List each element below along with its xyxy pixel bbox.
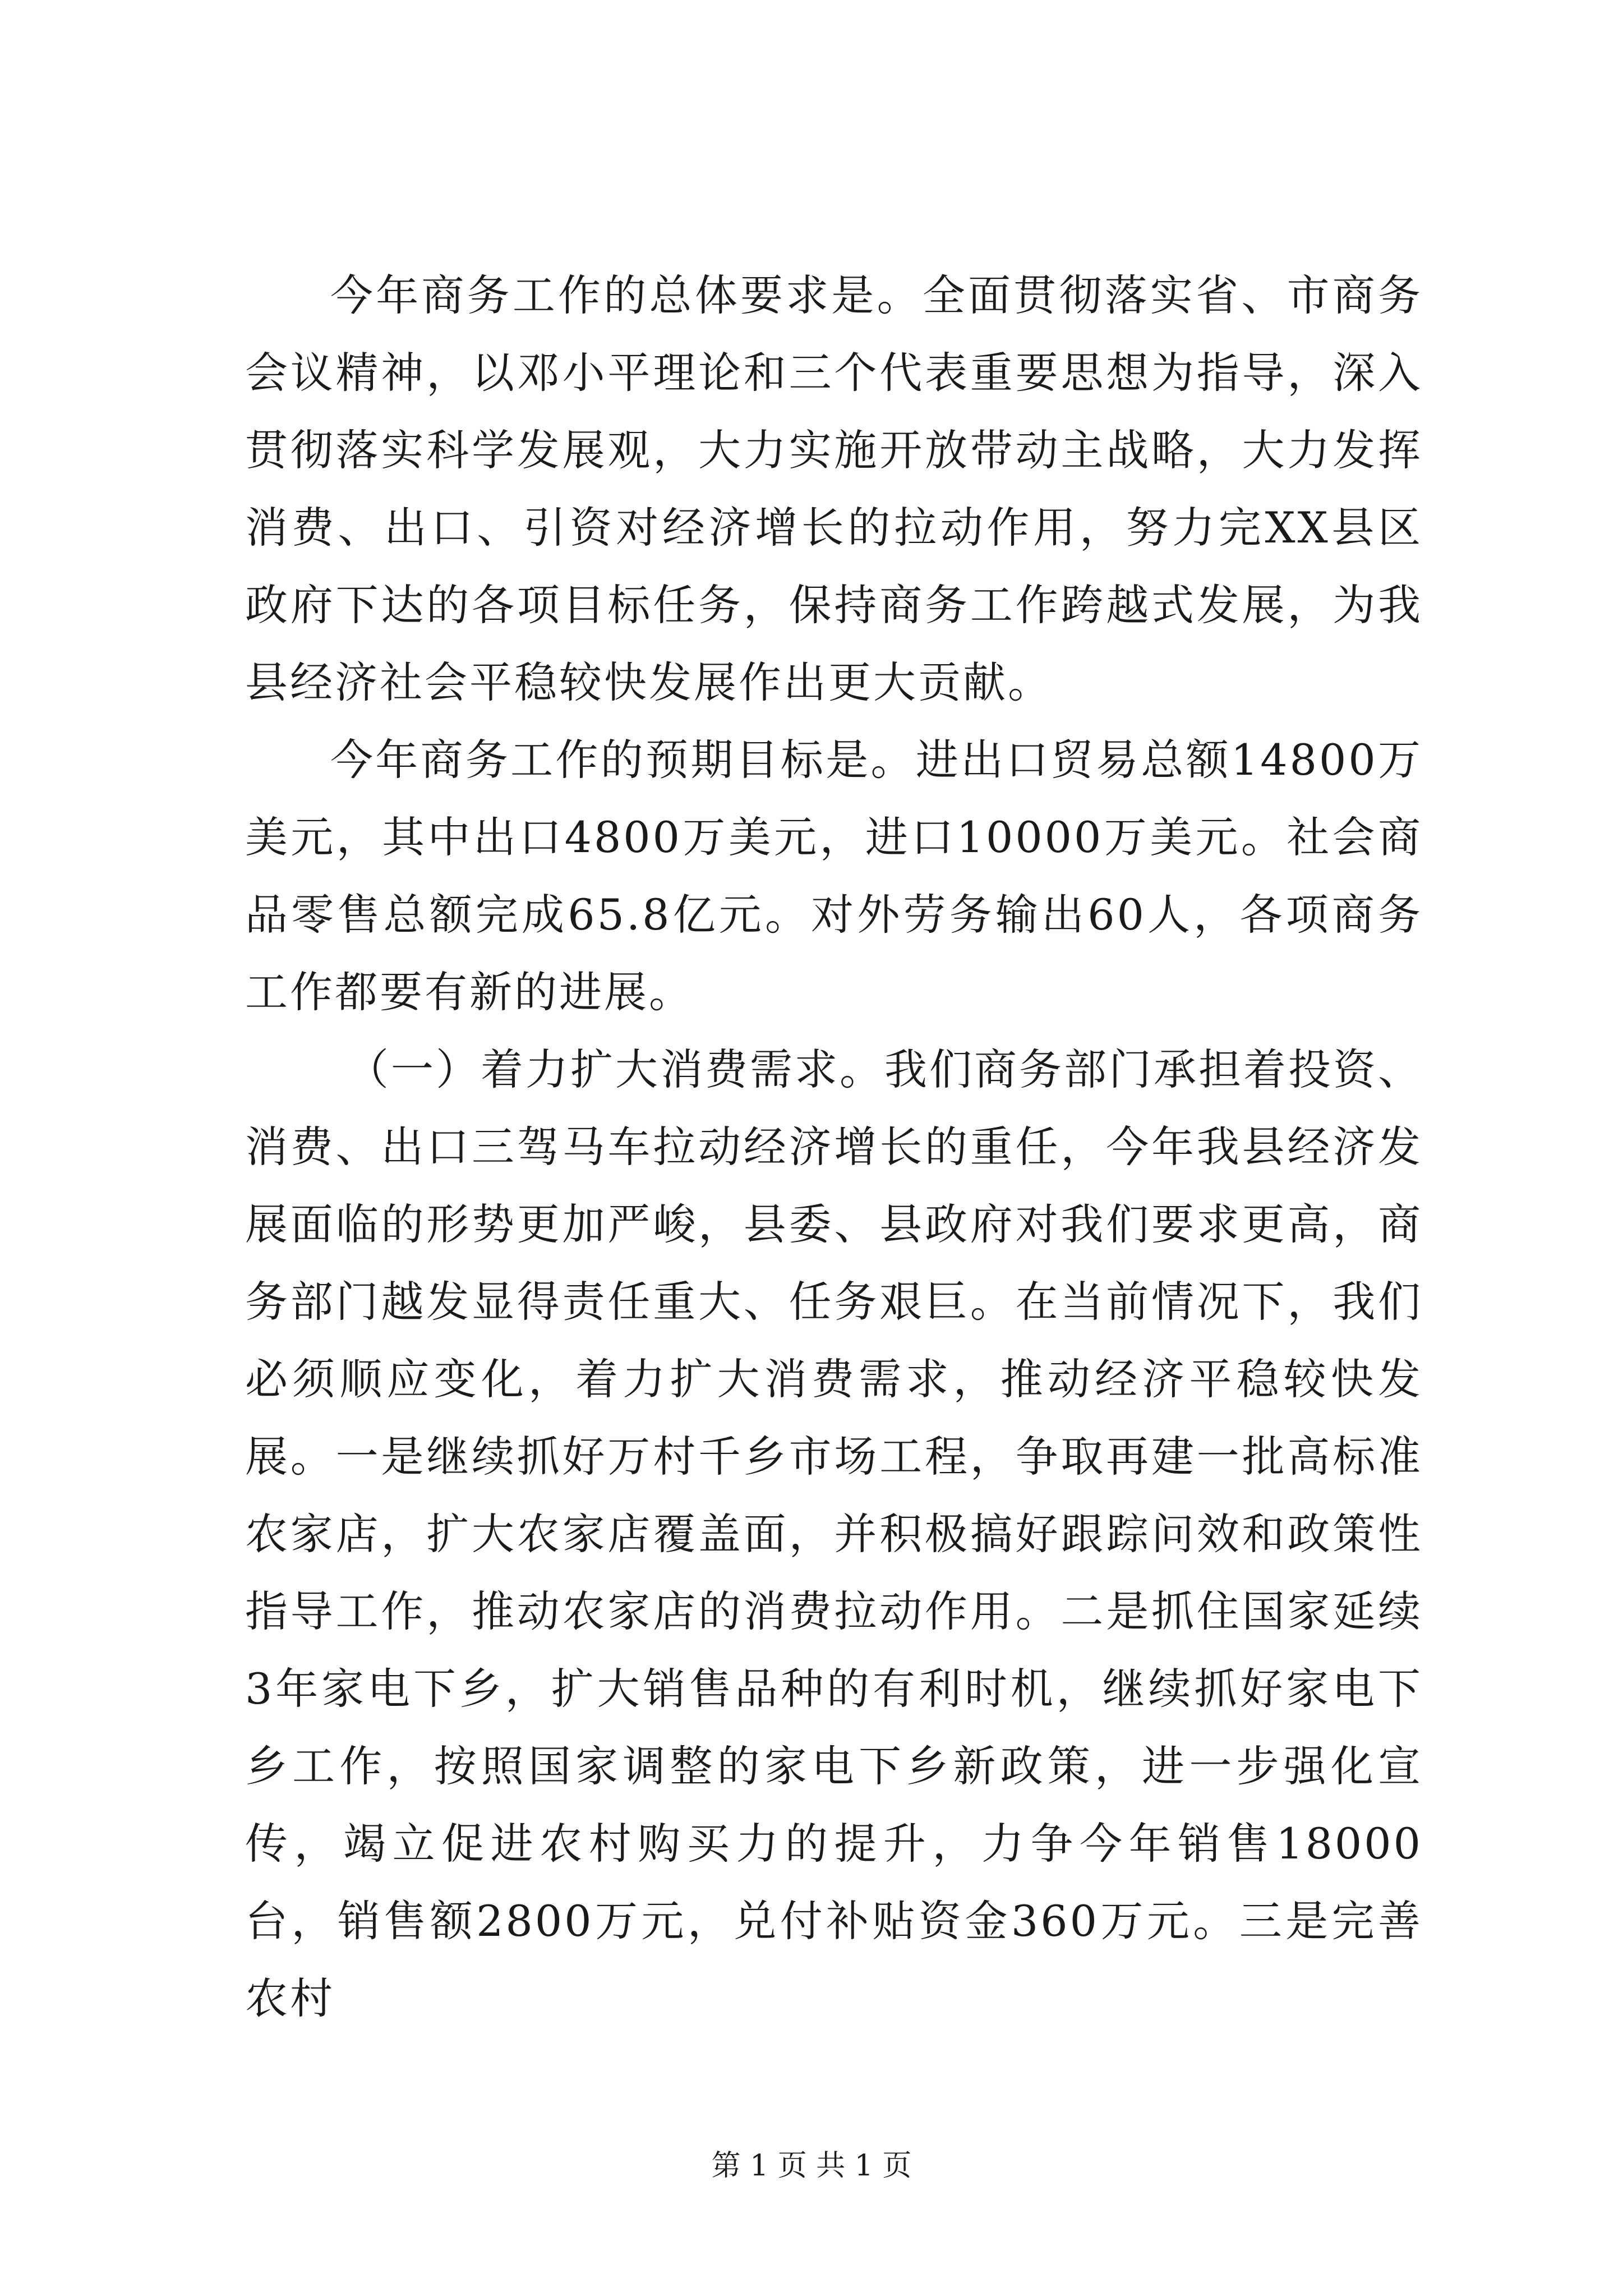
paragraph-expected-targets: 今年商务工作的预期目标是。进出口贸易总额14800万美元，其中出口4800万美元，进口10000万美元。社会商品零售总额完成65.8亿元。对外劳务输出60人，各项商务工作都要有新的进展。 (245, 735, 1423, 1017)
paragraph-overall-requirements: 今年商务工作的总体要求是。全面贯彻落实省、市商务会议精神，以邓小平理论和三个代表重要思想为指导，深入贯彻落实科学发展观，大力实施开放带动主战略，大力发挥消费、出口、引资对经济增长的拉动作用，努力完XX县区政府下达的各项目标任务，保持商务工作跨越式发展，为我县经济社会平稳较快发展作出更大贡献。 (245, 270, 1423, 707)
paragraph-expand-consumption: （一）着力扩大消费需求。我们商务部门承担着投资、消费、出口三驾马车拉动经济增长的重任，今年我县经济发展面临的形势更加严峻，县委、县政府对我们要求更高，商务部门越发显得责任重大、任务艰巨。在当前情况下，我们必须顺应变化，着力扩大消费需求，推动经济平稳较快发展。一是继续抓好万村千乡市场工程，争取再建一批高标准农家店，扩大农家店覆盖面，并积极搞好跟踪问效和政策性指导工作，推动农家店的消费拉动作用。二是抓住国家延续3年家电下乡，扩大销售品种的有利时机，继续抓好家电下乡工作，按照国家调整的家电下乡新政策，进一步强化宣传，竭立促进农村购买力的提升，力争今年销售18000台，销售额2800万元，兑付补贴资金360万元。三是完善农村 (245, 1045, 1423, 2023)
page-footer: 第 1 页 共 1 页 (711, 2149, 912, 2183)
document-body (245, 257, 1423, 2037)
